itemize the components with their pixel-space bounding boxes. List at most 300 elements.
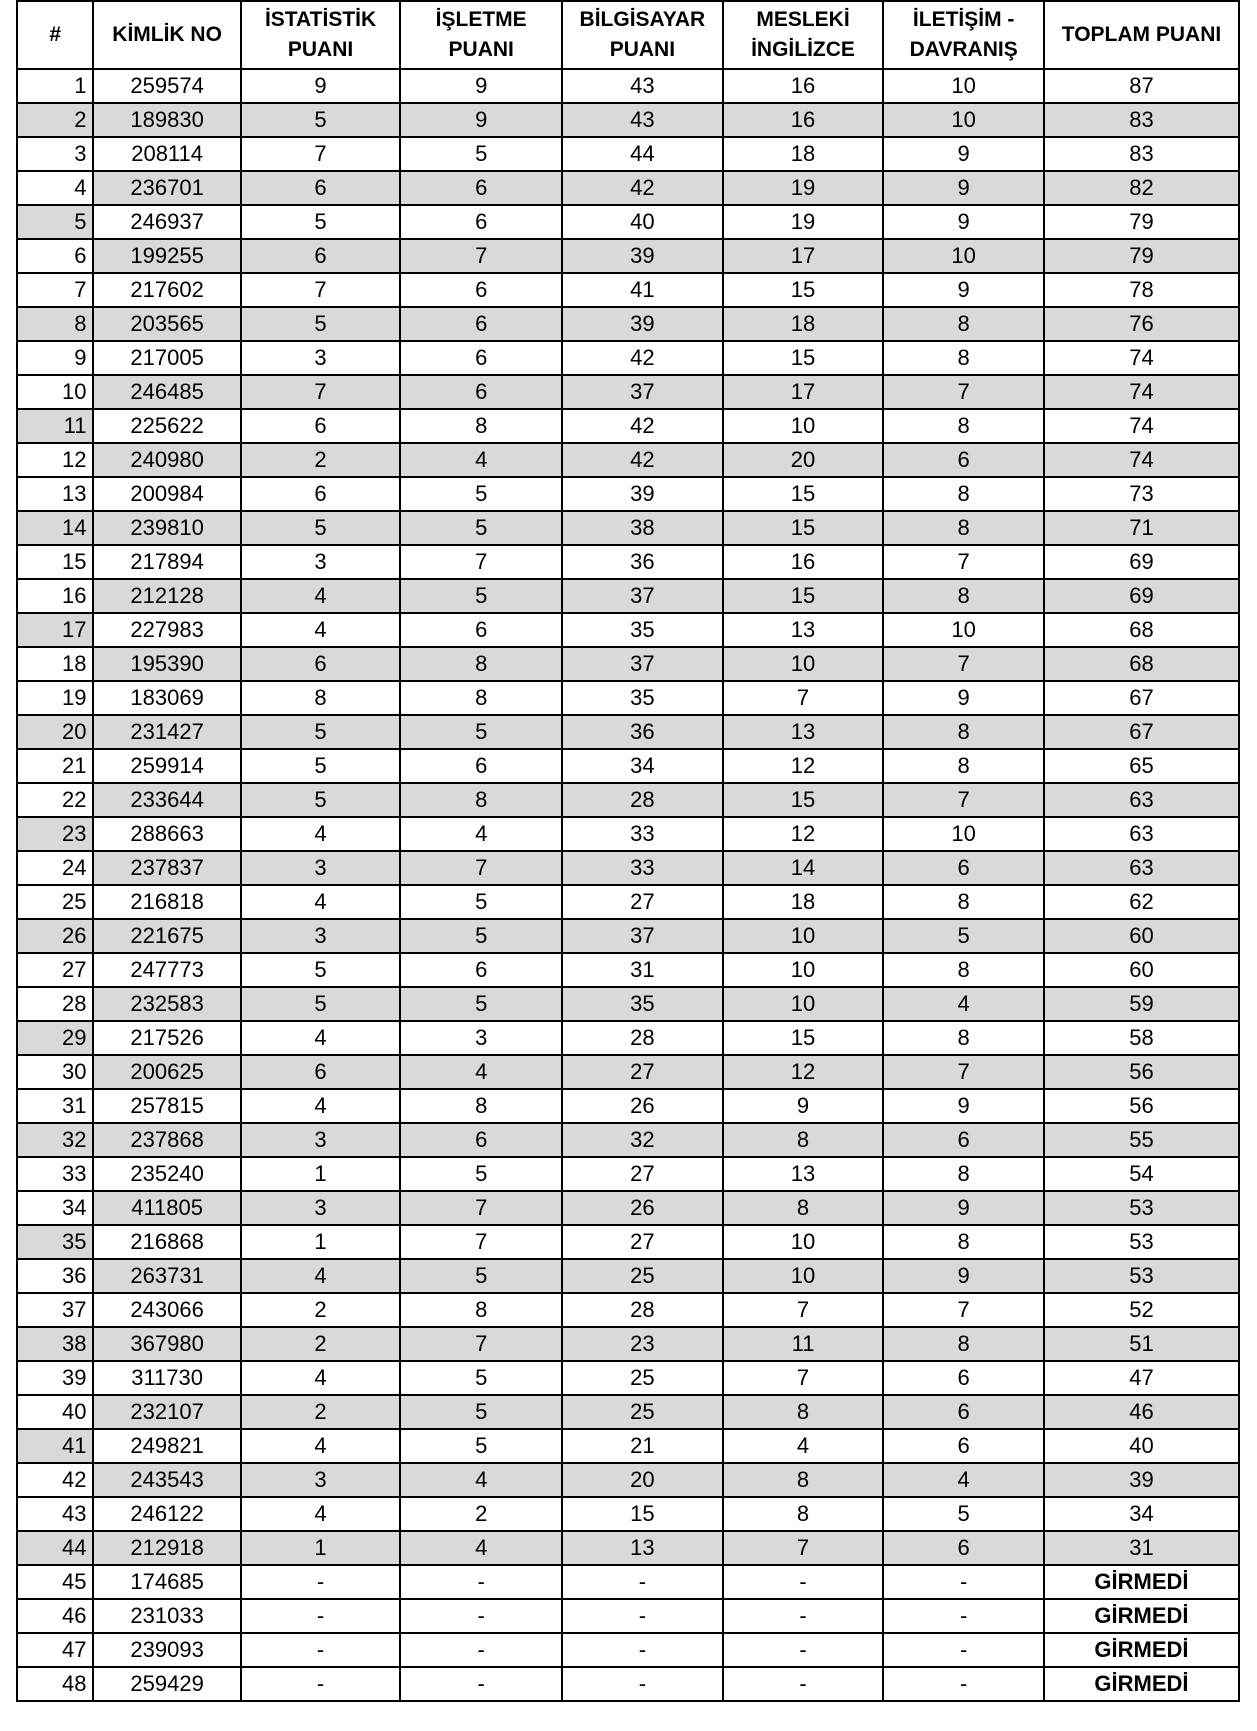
cell-total: GİRMEDİ	[1044, 1565, 1239, 1599]
cell-rank: 21	[17, 749, 93, 783]
cell-statistics: 3	[241, 1463, 401, 1497]
cell-computer: 27	[562, 1055, 723, 1089]
cell-business: 7	[400, 1327, 562, 1361]
cell-total: 67	[1044, 715, 1239, 749]
cell-rank: 13	[17, 477, 93, 511]
cell-english: 10	[723, 1259, 884, 1293]
cell-english: 8	[723, 1463, 884, 1497]
table-row	[17, 137, 1239, 171]
cell-id: 236701	[93, 171, 240, 205]
cell-id: 247773	[93, 953, 240, 987]
cell-communication: 8	[883, 579, 1044, 613]
table-row	[17, 1327, 1239, 1361]
cell-total: 68	[1044, 613, 1239, 647]
cell-computer: -	[562, 1599, 723, 1633]
cell-id: 243543	[93, 1463, 240, 1497]
cell-computer: 26	[562, 1191, 723, 1225]
cell-statistics: -	[241, 1633, 401, 1667]
cell-english: 8	[723, 1395, 884, 1429]
cell-rank: 40	[17, 1395, 93, 1429]
cell-business: 6	[400, 171, 562, 205]
header-statistics: İSTATİSTİK PUANI	[241, 1, 401, 69]
table-row	[17, 579, 1239, 613]
table-row	[17, 953, 1239, 987]
cell-communication: 8	[883, 1327, 1044, 1361]
table-row	[17, 307, 1239, 341]
table-row	[17, 443, 1239, 477]
cell-english: 16	[723, 103, 884, 137]
cell-english: 16	[723, 69, 884, 103]
cell-business: 8	[400, 1293, 562, 1327]
cell-business: 5	[400, 1157, 562, 1191]
cell-rank: 38	[17, 1327, 93, 1361]
cell-id: 212128	[93, 579, 240, 613]
cell-english: 18	[723, 885, 884, 919]
cell-total: 46	[1044, 1395, 1239, 1429]
cell-statistics: 6	[241, 409, 401, 443]
cell-rank: 19	[17, 681, 93, 715]
cell-total: 76	[1044, 307, 1239, 341]
cell-id: 200984	[93, 477, 240, 511]
cell-business: 8	[400, 409, 562, 443]
cell-english: 10	[723, 987, 884, 1021]
cell-computer: 28	[562, 783, 723, 817]
cell-communication: 8	[883, 1225, 1044, 1259]
table-row	[17, 69, 1239, 103]
cell-total: 67	[1044, 681, 1239, 715]
table-row	[17, 1667, 1239, 1701]
cell-english: 10	[723, 409, 884, 443]
cell-computer: 27	[562, 1225, 723, 1259]
cell-id: 239810	[93, 511, 240, 545]
cell-english: 13	[723, 715, 884, 749]
cell-english: 18	[723, 307, 884, 341]
header-communication: İLETİŞİM - DAVRANIŞ	[883, 1, 1044, 69]
cell-communication: 6	[883, 1123, 1044, 1157]
cell-communication: 8	[883, 749, 1044, 783]
cell-business: 2	[400, 1497, 562, 1531]
cell-statistics: 5	[241, 103, 401, 137]
cell-statistics: -	[241, 1599, 401, 1633]
cell-computer: -	[562, 1667, 723, 1701]
cell-communication: 6	[883, 443, 1044, 477]
cell-communication: -	[883, 1633, 1044, 1667]
cell-computer: 25	[562, 1395, 723, 1429]
cell-communication: 8	[883, 953, 1044, 987]
cell-statistics: 3	[241, 1123, 401, 1157]
cell-total: 63	[1044, 783, 1239, 817]
cell-id: 311730	[93, 1361, 240, 1395]
cell-total: GİRMEDİ	[1044, 1599, 1239, 1633]
cell-rank: 36	[17, 1259, 93, 1293]
cell-total: 82	[1044, 171, 1239, 205]
table-row	[17, 239, 1239, 273]
cell-statistics: 6	[241, 477, 401, 511]
cell-statistics: 4	[241, 1259, 401, 1293]
cell-communication: 10	[883, 239, 1044, 273]
table-row	[17, 1633, 1239, 1667]
cell-computer: 15	[562, 1497, 723, 1531]
table-row	[17, 375, 1239, 409]
cell-computer: 23	[562, 1327, 723, 1361]
cell-rank: 39	[17, 1361, 93, 1395]
cell-statistics: 5	[241, 953, 401, 987]
cell-id: 195390	[93, 647, 240, 681]
cell-rank: 22	[17, 783, 93, 817]
cell-business: 6	[400, 1123, 562, 1157]
cell-id: 217602	[93, 273, 240, 307]
cell-id: 259914	[93, 749, 240, 783]
cell-computer: 38	[562, 511, 723, 545]
cell-rank: 14	[17, 511, 93, 545]
cell-rank: 32	[17, 1123, 93, 1157]
cell-total: 83	[1044, 103, 1239, 137]
cell-id: 259574	[93, 69, 240, 103]
cell-statistics: 4	[241, 817, 401, 851]
cell-communication: 7	[883, 545, 1044, 579]
table-row	[17, 749, 1239, 783]
cell-rank: 20	[17, 715, 93, 749]
cell-communication: 8	[883, 885, 1044, 919]
cell-english: 15	[723, 579, 884, 613]
cell-id: 232107	[93, 1395, 240, 1429]
cell-id: 249821	[93, 1429, 240, 1463]
cell-rank: 31	[17, 1089, 93, 1123]
cell-rank: 27	[17, 953, 93, 987]
cell-business: 7	[400, 545, 562, 579]
cell-rank: 30	[17, 1055, 93, 1089]
cell-english: -	[723, 1633, 884, 1667]
cell-computer: 26	[562, 1089, 723, 1123]
cell-english: -	[723, 1667, 884, 1701]
cell-english: 15	[723, 783, 884, 817]
cell-rank: 6	[17, 239, 93, 273]
cell-english: 8	[723, 1123, 884, 1157]
cell-computer: 31	[562, 953, 723, 987]
cell-statistics: 4	[241, 579, 401, 613]
cell-english: 7	[723, 1293, 884, 1327]
cell-statistics: 6	[241, 647, 401, 681]
cell-business: 5	[400, 137, 562, 171]
cell-id: 232583	[93, 987, 240, 1021]
cell-english: 17	[723, 375, 884, 409]
cell-communication: 6	[883, 1361, 1044, 1395]
cell-business: 5	[400, 477, 562, 511]
cell-rank: 1	[17, 69, 93, 103]
cell-english: 9	[723, 1089, 884, 1123]
cell-computer: 36	[562, 545, 723, 579]
cell-total: 78	[1044, 273, 1239, 307]
cell-total: 74	[1044, 409, 1239, 443]
cell-id: 189830	[93, 103, 240, 137]
table-row	[17, 1293, 1239, 1327]
table-row	[17, 477, 1239, 511]
cell-communication: 8	[883, 715, 1044, 749]
cell-computer: 32	[562, 1123, 723, 1157]
table-row	[17, 885, 1239, 919]
cell-total: 65	[1044, 749, 1239, 783]
cell-statistics: 3	[241, 545, 401, 579]
cell-statistics: -	[241, 1667, 401, 1701]
cell-statistics: 7	[241, 137, 401, 171]
cell-id: 240980	[93, 443, 240, 477]
cell-communication: 7	[883, 1293, 1044, 1327]
cell-id: 217526	[93, 1021, 240, 1055]
cell-id: 246122	[93, 1497, 240, 1531]
cell-computer: 27	[562, 885, 723, 919]
cell-business: 5	[400, 885, 562, 919]
header-id: KİMLİK NO	[93, 1, 240, 69]
cell-business: 5	[400, 987, 562, 1021]
cell-communication: 7	[883, 647, 1044, 681]
cell-id: 174685	[93, 1565, 240, 1599]
cell-id: 411805	[93, 1191, 240, 1225]
cell-computer: 36	[562, 715, 723, 749]
table-row	[17, 647, 1239, 681]
cell-total: 31	[1044, 1531, 1239, 1565]
cell-statistics: 4	[241, 1021, 401, 1055]
cell-business: 4	[400, 443, 562, 477]
cell-statistics: 6	[241, 171, 401, 205]
cell-rank: 2	[17, 103, 93, 137]
cell-computer: 33	[562, 851, 723, 885]
cell-english: 13	[723, 613, 884, 647]
cell-computer: 34	[562, 749, 723, 783]
cell-total: 51	[1044, 1327, 1239, 1361]
cell-communication: 9	[883, 681, 1044, 715]
cell-statistics: 5	[241, 511, 401, 545]
cell-id: 208114	[93, 137, 240, 171]
cell-statistics: 3	[241, 851, 401, 885]
cell-total: 74	[1044, 443, 1239, 477]
cell-communication: 7	[883, 375, 1044, 409]
cell-total: 52	[1044, 1293, 1239, 1327]
cell-business: 6	[400, 613, 562, 647]
cell-business: 8	[400, 1089, 562, 1123]
score-table	[16, 0, 1240, 1702]
cell-computer: -	[562, 1565, 723, 1599]
cell-business: -	[400, 1633, 562, 1667]
cell-id: 200625	[93, 1055, 240, 1089]
cell-total: 39	[1044, 1463, 1239, 1497]
cell-statistics: 4	[241, 885, 401, 919]
cell-communication: -	[883, 1565, 1044, 1599]
cell-communication: 6	[883, 1429, 1044, 1463]
cell-statistics: 2	[241, 1327, 401, 1361]
cell-business: 3	[400, 1021, 562, 1055]
table-row	[17, 783, 1239, 817]
cell-id: 227983	[93, 613, 240, 647]
cell-total: GİRMEDİ	[1044, 1667, 1239, 1701]
cell-total: 74	[1044, 375, 1239, 409]
cell-rank: 24	[17, 851, 93, 885]
cell-english: 15	[723, 341, 884, 375]
cell-id: 263731	[93, 1259, 240, 1293]
cell-statistics: 5	[241, 749, 401, 783]
table-row	[17, 103, 1239, 137]
cell-id: 221675	[93, 919, 240, 953]
cell-total: 34	[1044, 1497, 1239, 1531]
cell-statistics: 1	[241, 1157, 401, 1191]
table-row	[17, 1429, 1239, 1463]
cell-communication: -	[883, 1599, 1044, 1633]
cell-english: -	[723, 1599, 884, 1633]
cell-rank: 18	[17, 647, 93, 681]
cell-english: 15	[723, 511, 884, 545]
table-row	[17, 1089, 1239, 1123]
cell-rank: 11	[17, 409, 93, 443]
table-row	[17, 1123, 1239, 1157]
cell-rank: 16	[17, 579, 93, 613]
table-row	[17, 1191, 1239, 1225]
cell-communication: 10	[883, 613, 1044, 647]
cell-statistics: 3	[241, 919, 401, 953]
cell-id: 288663	[93, 817, 240, 851]
table-row	[17, 851, 1239, 885]
cell-business: 9	[400, 103, 562, 137]
cell-computer: 27	[562, 1157, 723, 1191]
cell-communication: 6	[883, 851, 1044, 885]
header-row	[17, 1, 1239, 69]
cell-communication: 6	[883, 1395, 1044, 1429]
cell-communication: 4	[883, 987, 1044, 1021]
cell-rank: 7	[17, 273, 93, 307]
cell-business: 6	[400, 307, 562, 341]
table-row	[17, 919, 1239, 953]
cell-business: -	[400, 1599, 562, 1633]
cell-business: 6	[400, 273, 562, 307]
cell-communication: 10	[883, 817, 1044, 851]
table-row	[17, 1463, 1239, 1497]
cell-communication: 10	[883, 69, 1044, 103]
cell-rank: 8	[17, 307, 93, 341]
cell-statistics: 4	[241, 613, 401, 647]
cell-english: 15	[723, 1021, 884, 1055]
cell-id: 231427	[93, 715, 240, 749]
cell-english: 12	[723, 1055, 884, 1089]
table-row	[17, 817, 1239, 851]
table-row	[17, 1599, 1239, 1633]
cell-total: 58	[1044, 1021, 1239, 1055]
table-row	[17, 987, 1239, 1021]
cell-statistics: 1	[241, 1531, 401, 1565]
cell-id: 212918	[93, 1531, 240, 1565]
cell-english: 7	[723, 681, 884, 715]
cell-communication: 9	[883, 137, 1044, 171]
cell-total: 60	[1044, 919, 1239, 953]
cell-computer: 42	[562, 171, 723, 205]
cell-total: 73	[1044, 477, 1239, 511]
cell-statistics: 7	[241, 273, 401, 307]
cell-communication: 9	[883, 205, 1044, 239]
cell-computer: 25	[562, 1259, 723, 1293]
cell-total: 53	[1044, 1191, 1239, 1225]
table-row	[17, 1565, 1239, 1599]
cell-total: 56	[1044, 1089, 1239, 1123]
cell-business: 7	[400, 1225, 562, 1259]
cell-rank: 4	[17, 171, 93, 205]
cell-computer: 21	[562, 1429, 723, 1463]
cell-statistics: 2	[241, 443, 401, 477]
cell-computer: 35	[562, 681, 723, 715]
cell-rank: 28	[17, 987, 93, 1021]
cell-total: GİRMEDİ	[1044, 1633, 1239, 1667]
cell-english: 11	[723, 1327, 884, 1361]
cell-computer: 37	[562, 647, 723, 681]
header-english: MESLEKİ İNGİLİZCE	[723, 1, 884, 69]
header-computer: BİLGİSAYAR PUANI	[562, 1, 723, 69]
cell-rank: 10	[17, 375, 93, 409]
cell-communication: 8	[883, 1021, 1044, 1055]
cell-id: 217005	[93, 341, 240, 375]
cell-english: 8	[723, 1191, 884, 1225]
cell-id: 183069	[93, 681, 240, 715]
table-row	[17, 205, 1239, 239]
cell-id: 243066	[93, 1293, 240, 1327]
cell-communication: 8	[883, 409, 1044, 443]
table-row	[17, 545, 1239, 579]
cell-communication: 7	[883, 783, 1044, 817]
cell-rank: 48	[17, 1667, 93, 1701]
cell-statistics: 4	[241, 1089, 401, 1123]
cell-total: 79	[1044, 205, 1239, 239]
table-row	[17, 1157, 1239, 1191]
cell-statistics: 7	[241, 375, 401, 409]
cell-id: 216818	[93, 885, 240, 919]
cell-communication: 4	[883, 1463, 1044, 1497]
cell-business: -	[400, 1565, 562, 1599]
cell-statistics: 3	[241, 341, 401, 375]
cell-communication: -	[883, 1667, 1044, 1701]
table-row	[17, 613, 1239, 647]
cell-business: 7	[400, 239, 562, 273]
cell-total: 56	[1044, 1055, 1239, 1089]
cell-business: 5	[400, 1429, 562, 1463]
cell-english: 15	[723, 273, 884, 307]
table-row	[17, 171, 1239, 205]
cell-statistics: 1	[241, 1225, 401, 1259]
cell-rank: 25	[17, 885, 93, 919]
cell-business: 5	[400, 579, 562, 613]
cell-computer: 37	[562, 375, 723, 409]
cell-id: 259429	[93, 1667, 240, 1701]
cell-computer: 33	[562, 817, 723, 851]
cell-computer: 13	[562, 1531, 723, 1565]
table-row	[17, 1055, 1239, 1089]
cell-total: 68	[1044, 647, 1239, 681]
cell-statistics: 5	[241, 307, 401, 341]
cell-total: 74	[1044, 341, 1239, 375]
table-row	[17, 409, 1239, 443]
cell-english: 16	[723, 545, 884, 579]
cell-english: 4	[723, 1429, 884, 1463]
cell-statistics: -	[241, 1565, 401, 1599]
cell-statistics: 2	[241, 1395, 401, 1429]
cell-rank: 37	[17, 1293, 93, 1327]
cell-rank: 23	[17, 817, 93, 851]
cell-computer: 43	[562, 103, 723, 137]
cell-english: 10	[723, 647, 884, 681]
cell-communication: 8	[883, 341, 1044, 375]
cell-business: 4	[400, 1463, 562, 1497]
cell-computer: 35	[562, 613, 723, 647]
cell-computer: 42	[562, 341, 723, 375]
cell-rank: 43	[17, 1497, 93, 1531]
table-row	[17, 1361, 1239, 1395]
cell-total: 60	[1044, 953, 1239, 987]
header-business: İŞLETME PUANI	[400, 1, 562, 69]
cell-total: 53	[1044, 1225, 1239, 1259]
